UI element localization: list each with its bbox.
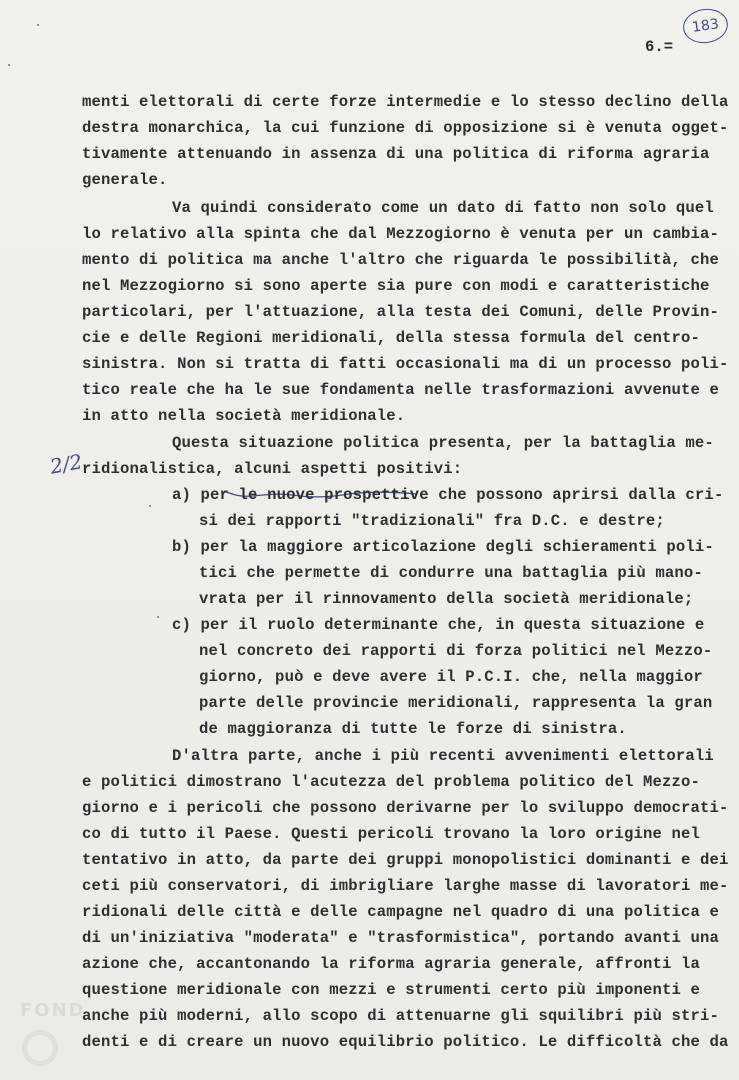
folio-stamp: 183: [681, 6, 730, 46]
page-number: 6.=: [645, 38, 674, 56]
text-line: in atto nella società meridionale.: [82, 407, 406, 425]
list-item-c-cont: nel concreto dei rapporti di forza politici nel Mezzo-: [199, 642, 713, 660]
list-item-b: b) per la maggiore articolazione degli schieramenti poli-: [172, 538, 714, 556]
text-line: tentativo in atto, da parte dei gruppi monopolistici dominanti e dei: [82, 851, 729, 869]
list-item-b-cont: vrata per il rinnovamento della società meridionale;: [199, 590, 694, 608]
text-line: ridionali delle città e delle campagne nel quadro di una politica e: [82, 903, 720, 921]
text-line: tico reale che ha le sue fondamenta nelle trasformazioni avvenute e: [82, 381, 720, 399]
paragraph-start: Va quindi considerato come un dato di fatto non solo quel: [172, 199, 714, 217]
text-line: particolari, per l'attuazione, alla testa dei Comuni, delle Provin-: [82, 303, 720, 321]
paper-speck: [37, 24, 39, 26]
text-line: menti elettorali di certe forze intermedie e lo stesso declino della: [82, 93, 729, 111]
list-item-b-cont: tici che permette di condurre una battaglia più mano-: [199, 564, 703, 582]
text-line: sinistra. Non si tratta di fatti occasionali ma di un processo poli-: [82, 355, 729, 373]
list-item-c-cont: parte delle provincie meridionali, rappresenta la gran: [199, 694, 713, 712]
list-item-c-cont: giorno, può e deve avere il P.C.I. che, nella maggior: [199, 668, 703, 686]
paper-speck: [149, 505, 151, 507]
text-line: anche più moderni, allo scopo di attenuarne gli squilibri più stri-: [82, 1007, 720, 1025]
text-line: ceti più conservatori, di imbrigliare larghe masse di lavoratori me-: [82, 877, 729, 895]
text-line: di un'iniziativa "moderata" e "trasformistica", portando avanti una: [82, 929, 720, 947]
list-item-a-cont: si dei rapporti "tradizionali" fra D.C. e destre;: [199, 512, 665, 530]
text-line: ridionalistica, alcuni aspetti positivi:: [82, 460, 463, 478]
text-line: denti e di creare un nuovo equilibrio politico. Le difficoltà che da: [82, 1033, 729, 1051]
text-line: cie e delle Regioni meridionali, della stessa formula del centro-: [82, 329, 701, 347]
text-line: lo relativo alla spinta che dal Mezzogiorno è venuta per un cambia-: [82, 225, 720, 243]
text-line: mento di politica ma anche l'altro che riguarda le possibilità, che: [82, 251, 720, 269]
text-line: azione che, accantonando la riforma agraria generale, affronti la: [82, 955, 701, 973]
paragraph-start: Questa situazione politica presenta, per la battaglia me-: [172, 434, 714, 452]
text-line: questione meridionale con mezzi e strumenti certo più imponenti e: [82, 981, 701, 999]
paper-speck: [8, 64, 10, 66]
text-line: tivamente attenuando in assenza di una politica di riforma agraria: [82, 145, 710, 163]
watermark-logo: [22, 1030, 58, 1066]
margin-annotation: 2/2: [48, 449, 85, 479]
list-item-c: c) per il ruolo determinante che, in questa situazione e: [172, 616, 705, 634]
text-line: nel Mezzogiorno si sono aperte sia pure con modi e caratteristiche: [82, 277, 710, 295]
text-line: giorno e i pericoli che possono derivarne per lo sviluppo democrati-: [82, 799, 729, 817]
paper-speck: [157, 616, 159, 618]
text-line: generale.: [82, 171, 168, 189]
archive-watermark: FOND: [20, 1000, 86, 1021]
text-line: destra monarchica, la cui funzione di opposizione si è venuta ogget-: [82, 119, 729, 137]
list-item-a: a) per le nuove prospettive che possono aprirsi dalla cri-: [172, 486, 724, 504]
paragraph-start: D'altra parte, anche i più recenti avvenimenti elettorali: [172, 747, 714, 765]
text-line: co di tutto il Paese. Questi pericoli trovano la loro origine nel: [82, 825, 701, 843]
text-line: e politici dimostrano l'acutezza del problema politico del Mezzo-: [82, 773, 701, 791]
list-item-c-cont: de maggioranza di tutte le forze di sinistra.: [199, 720, 627, 738]
